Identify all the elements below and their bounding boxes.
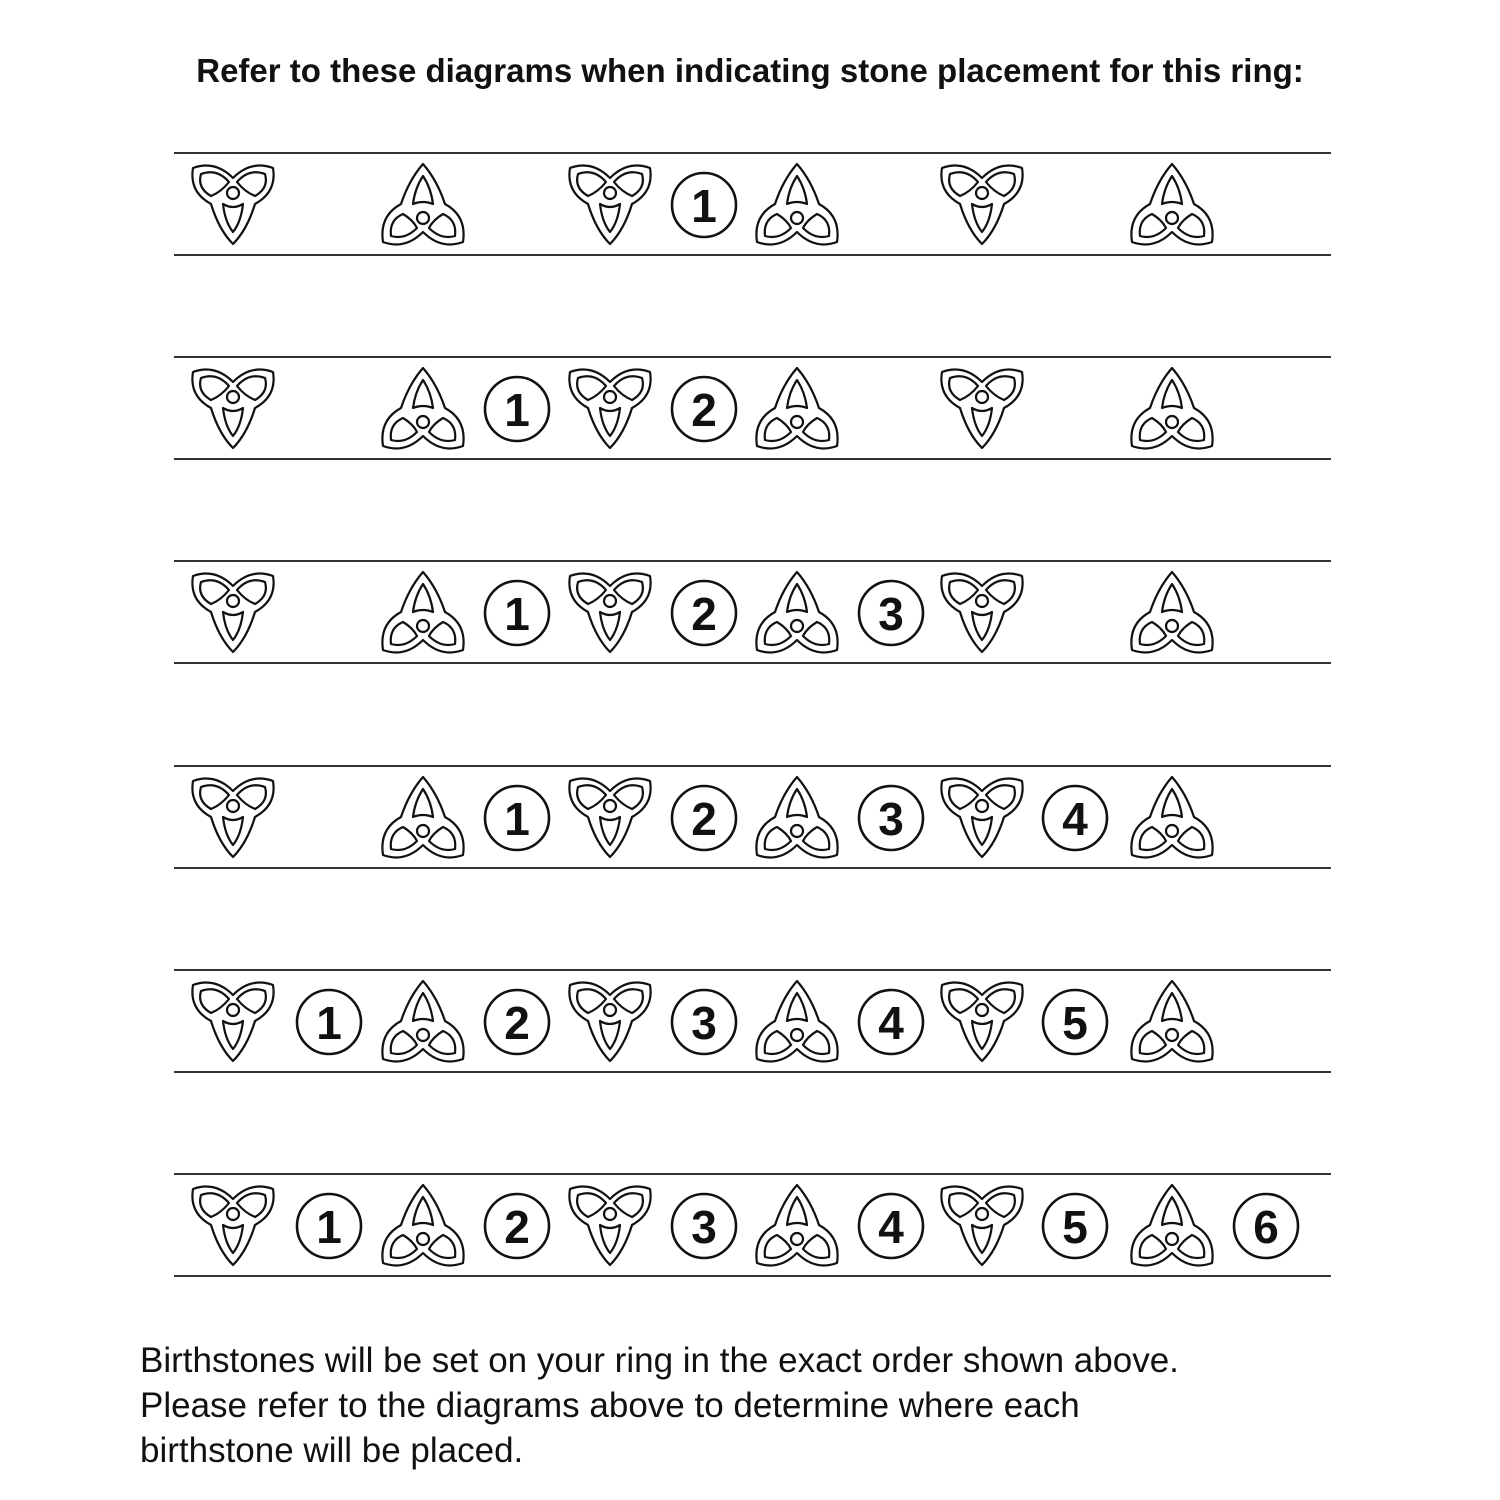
ring-diagram-6 [174, 1173, 1331, 1277]
stone-number: 3 [691, 1201, 717, 1253]
trinity-knot-pointing-up-icon [1124, 773, 1220, 863]
trinity-knot-pointing-down-icon [185, 160, 281, 250]
stone-position-4-icon [856, 987, 926, 1057]
stone-position-2-icon [669, 578, 739, 648]
trinity-knot-pointing-up-icon [375, 568, 471, 658]
stone-position-4-icon [1040, 783, 1110, 853]
trinity-knot-pointing-up-icon [1124, 1181, 1220, 1271]
stone-number: 1 [504, 793, 530, 845]
footer-line-1: Birthstones will be set on your ring in the exact order shown above. [140, 1341, 1179, 1380]
trinity-knot-pointing-up-icon [375, 160, 471, 250]
stone-number: 2 [504, 1201, 530, 1253]
ring-diagram-3 [174, 560, 1331, 664]
stone-number: 3 [878, 793, 904, 845]
trinity-knot-pointing-up-icon [749, 1181, 845, 1271]
stone-number: 1 [504, 384, 530, 436]
stone-position-2-icon [482, 987, 552, 1057]
stone-position-1-icon [294, 1191, 364, 1261]
trinity-knot-pointing-down-icon [562, 364, 658, 454]
trinity-knot-pointing-down-icon [562, 1181, 658, 1271]
ring-diagram-4 [174, 765, 1331, 869]
trinity-knot-pointing-down-icon [562, 160, 658, 250]
trinity-knot-pointing-down-icon [562, 977, 658, 1067]
trinity-knot-pointing-up-icon [749, 773, 845, 863]
trinity-knot-pointing-down-icon [934, 568, 1030, 658]
stone-number: 5 [1062, 1201, 1088, 1253]
trinity-knot-pointing-down-icon [934, 364, 1030, 454]
trinity-knot-pointing-down-icon [934, 773, 1030, 863]
trinity-knot-pointing-up-icon [1124, 364, 1220, 454]
stone-number: 2 [691, 793, 717, 845]
stone-position-3-icon [669, 1191, 739, 1261]
trinity-knot-pointing-up-icon [749, 568, 845, 658]
footer-line-3: birthstone will be placed. [140, 1431, 524, 1470]
trinity-knot-pointing-down-icon [185, 568, 281, 658]
trinity-knot-pointing-up-icon [375, 977, 471, 1067]
stone-position-4-icon [856, 1191, 926, 1261]
trinity-knot-pointing-down-icon [185, 773, 281, 863]
stone-number: 5 [1062, 997, 1088, 1049]
stone-number: 4 [1062, 793, 1088, 845]
trinity-knot-pointing-down-icon [934, 977, 1030, 1067]
footer-line-2: Please refer to the diagrams above to determine where each [140, 1386, 1080, 1425]
stone-number: 3 [691, 997, 717, 1049]
trinity-knot-pointing-down-icon [185, 1181, 281, 1271]
trinity-knot-pointing-down-icon [562, 773, 658, 863]
stone-number: 6 [1253, 1201, 1279, 1253]
stone-position-6-icon [1231, 1191, 1301, 1261]
stone-position-5-icon [1040, 987, 1110, 1057]
stone-number: 1 [691, 180, 717, 232]
stone-position-2-icon [669, 783, 739, 853]
ring-diagram-2 [174, 356, 1331, 460]
trinity-knot-pointing-up-icon [1124, 568, 1220, 658]
stone-position-5-icon [1040, 1191, 1110, 1261]
trinity-knot-pointing-down-icon [185, 364, 281, 454]
trinity-knot-pointing-down-icon [934, 1181, 1030, 1271]
stone-number: 2 [691, 384, 717, 436]
stone-number: 2 [691, 588, 717, 640]
stone-number: 1 [316, 1201, 342, 1253]
stone-position-1-icon [669, 170, 739, 240]
footer-note [140, 1338, 1360, 1473]
stone-position-2-icon [669, 374, 739, 444]
trinity-knot-pointing-up-icon [749, 364, 845, 454]
stone-position-2-icon [482, 1191, 552, 1261]
stone-position-1-icon [482, 578, 552, 648]
stone-position-3-icon [669, 987, 739, 1057]
trinity-knot-pointing-up-icon [749, 977, 845, 1067]
stone-number: 2 [504, 997, 530, 1049]
trinity-knot-pointing-up-icon [375, 773, 471, 863]
trinity-knot-pointing-down-icon [934, 160, 1030, 250]
trinity-knot-pointing-up-icon [1124, 160, 1220, 250]
stone-position-3-icon [856, 783, 926, 853]
stone-number: 1 [316, 997, 342, 1049]
stone-position-1-icon [482, 374, 552, 444]
stone-number: 4 [878, 997, 904, 1049]
ring-diagram-1 [174, 152, 1331, 256]
stone-position-1-icon [482, 783, 552, 853]
trinity-knot-pointing-down-icon [562, 568, 658, 658]
trinity-knot-pointing-up-icon [375, 364, 471, 454]
stone-number: 3 [878, 588, 904, 640]
trinity-knot-pointing-up-icon [749, 160, 845, 250]
trinity-knot-pointing-up-icon [375, 1181, 471, 1271]
stone-number: 1 [504, 588, 530, 640]
trinity-knot-pointing-down-icon [185, 977, 281, 1067]
trinity-knot-pointing-up-icon [1124, 977, 1220, 1067]
stone-position-3-icon [856, 578, 926, 648]
stone-number: 4 [878, 1201, 904, 1253]
instruction-heading: Refer to these diagrams when indicating stone placement for this ring: [196, 52, 1304, 89]
stone-position-1-icon [294, 987, 364, 1057]
ring-diagram-5 [174, 969, 1331, 1073]
